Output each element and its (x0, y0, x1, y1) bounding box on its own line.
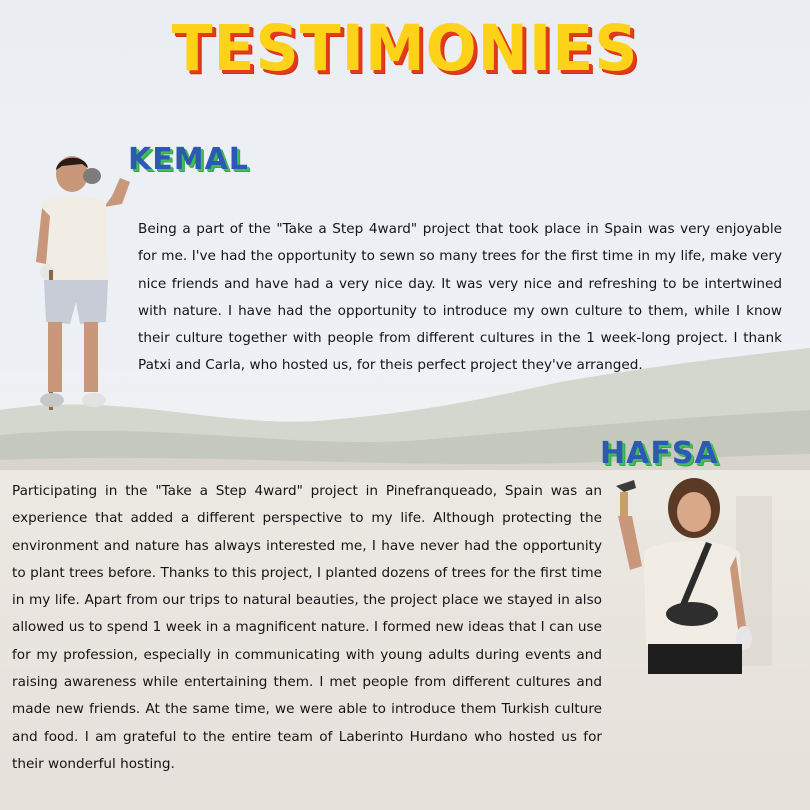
hafsa-photo (606, 476, 776, 676)
kemal-photo (22, 152, 137, 417)
testimony-name-hafsa: HAFSA (600, 436, 719, 471)
testimony-text-hafsa: Participating in the "Take a Step 4ward" project in Pinefranqueado, Spain was an experience that added a different perspective to my life. Although protecting the environment and nature has always interested me, I have never had the opportunity to plant trees before. Thanks to this project, I planted dozens of trees for the first time in my life. Apart from our trips to natural beauties, the project place we stayed in also allowed us to spend 1 week in a magnificent nature. I formed new ideas that I can use for my profession, especially in communicating with young adults during events and raising awareness while entertaining them. I met people from different cultures and made new friends. At the same time, we were able to introduce them Turkish culture and food. I am grateful to the entire team of Laberinto Hurdano who hosted us for their wonderful hosting. (12, 483, 602, 772)
page-title: TESTIMONIES (171, 12, 639, 86)
testimony-text-kemal: Being a part of the "Take a Step 4ward" project that took place in Spain was very enjoyable for me. I've had the opportunity to sewn so many trees for the first time in my life, make very nice friends and have had a very nice day. It was very nice and refreshing to be intertwined with nature. I have had the opportunity to introduce my own culture to them, while I know their culture together with people from different cultures in the 1 week-long project. I thank Patxi and Carla, who hosted us, for theis perfect project they've arranged. (138, 221, 782, 374)
testimony-name-kemal: KEMAL (128, 142, 249, 177)
